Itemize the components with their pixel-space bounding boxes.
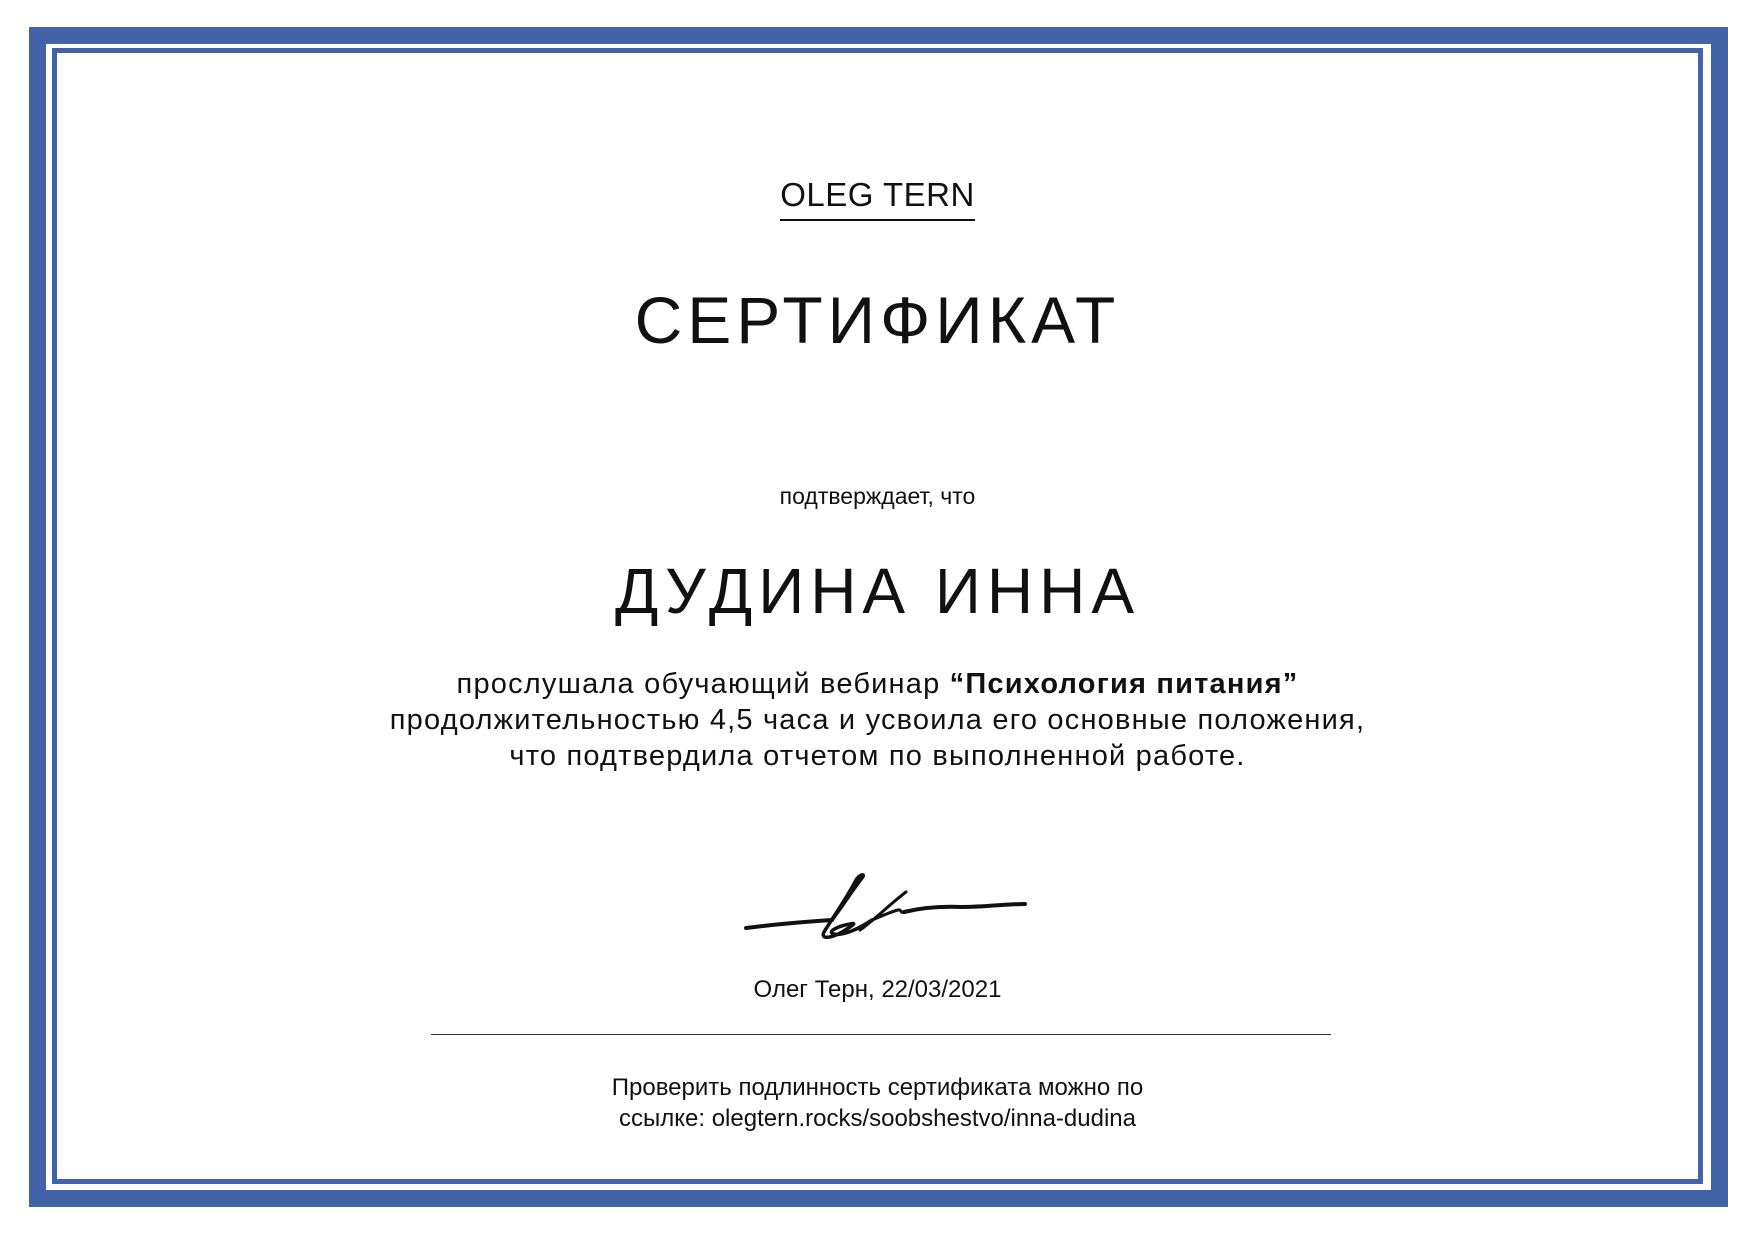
certificate-body bbox=[0, 666, 1755, 774]
verification-note bbox=[0, 1072, 1755, 1134]
handwritten-signature bbox=[740, 870, 1030, 950]
certificate-title: СЕРТИФИКАТ bbox=[634, 283, 1121, 357]
divider-line bbox=[431, 1034, 1331, 1035]
body-line-1-prefix: прослушала обучающий вебинар bbox=[456, 668, 950, 700]
signature-stroke-underline-left bbox=[746, 920, 832, 928]
body-line-1 bbox=[0, 666, 1755, 702]
verification-line-1: Проверить подлинность сертификата можно по bbox=[611, 1074, 1144, 1101]
course-title: “Психология питания” bbox=[949, 668, 1299, 700]
signature-stroke-underline-right bbox=[904, 904, 1025, 912]
body-line-3: что подтвердила отчетом по выполненной работе. bbox=[509, 740, 1246, 772]
body-line-2: продолжительностью 4,5 часа и усвоила его основные положения, bbox=[389, 704, 1366, 736]
brand-name: OLEG TERN bbox=[780, 175, 975, 221]
confirms-text: подтверждает, что bbox=[779, 483, 976, 509]
brand-header bbox=[0, 175, 1755, 221]
verification-line-2: ссылке: olegtern.rocks/soobshestvo/inna-dudina bbox=[619, 1105, 1136, 1132]
recipient-name: ДУДИНА ИННА bbox=[615, 555, 1140, 627]
signature-caption: Олег Терн, 22/03/2021 bbox=[753, 976, 1002, 1003]
